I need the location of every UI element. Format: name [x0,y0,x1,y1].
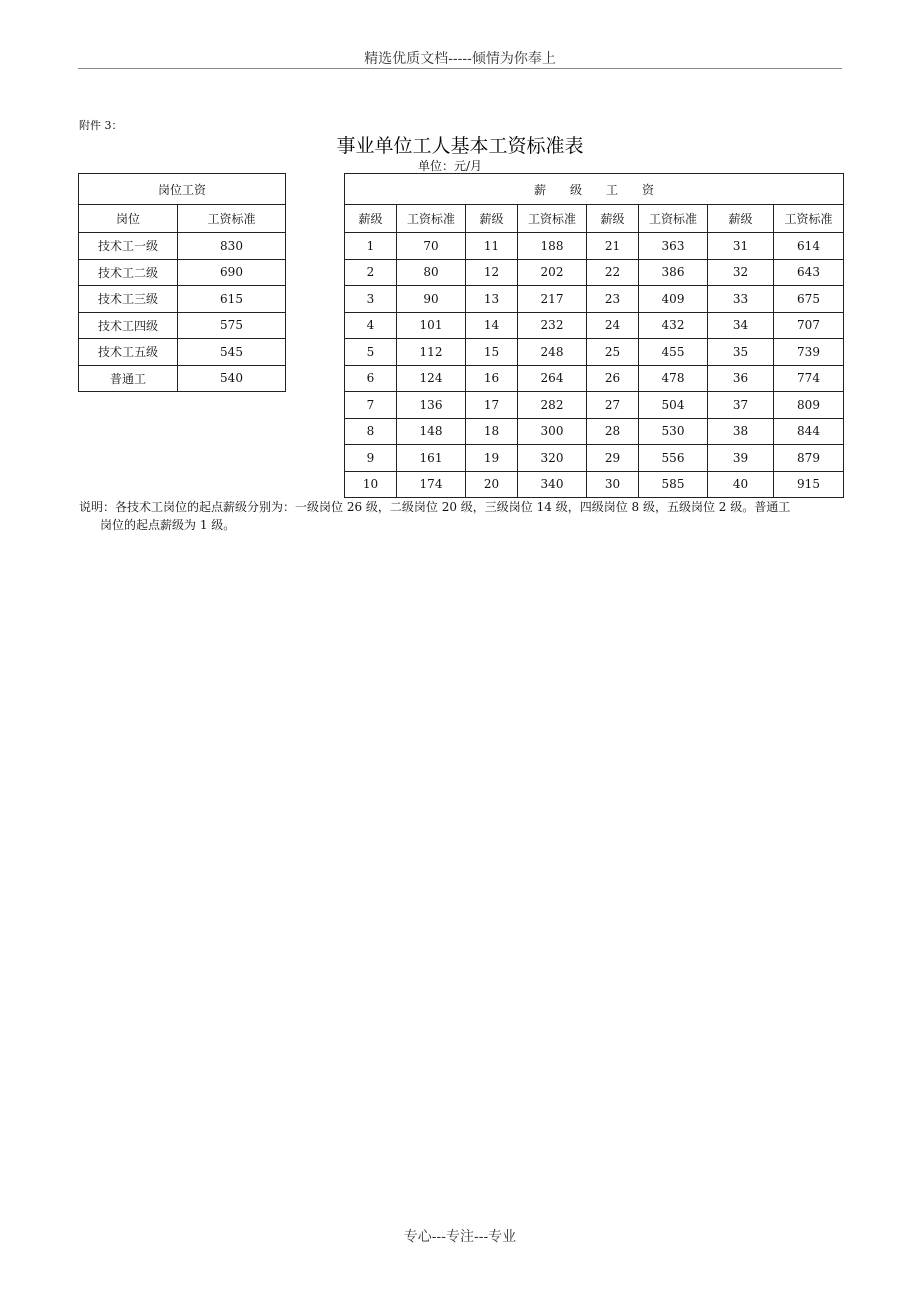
table-cell: 300 [518,418,587,445]
table-cell: 202 [518,259,587,286]
table-cell: 3 [345,286,397,313]
table-cell: 15 [466,339,518,366]
table-cell: 386 [639,259,708,286]
table-row [79,312,286,339]
table-row [345,286,844,313]
table-cell: 915 [774,471,844,498]
column-header: 工资标准 [397,205,466,233]
table-cell: 248 [518,339,587,366]
table-cell: 161 [397,445,466,472]
table-cell: 24 [587,312,639,339]
table-row [79,233,286,260]
table-cell: 530 [639,418,708,445]
column-header: 岗位 [79,205,178,233]
table-row [345,392,844,419]
table-cell: 556 [639,445,708,472]
table-cell: 23 [587,286,639,313]
table-cell: 30 [587,471,639,498]
table-cell: 504 [639,392,708,419]
explanatory-note [79,498,843,534]
table-cell: 27 [587,392,639,419]
table-row [79,365,286,392]
table-cell: 124 [397,365,466,392]
table-row [345,312,844,339]
table-cell: 25 [587,339,639,366]
grade-wage-table [344,173,844,498]
column-header: 工资标准 [774,205,844,233]
table-row [345,339,844,366]
attachment-label: 附件 3： [79,119,123,132]
page-footer: 专心---专注---专业 [403,1229,517,1245]
column-header: 薪级 [466,205,518,233]
table-cell: 844 [774,418,844,445]
table-cell: 70 [397,233,466,260]
table-cell: 363 [639,233,708,260]
table-cell: 26 [587,365,639,392]
table-cell: 455 [639,339,708,366]
table-row [345,259,844,286]
table-cell: 9 [345,445,397,472]
table-cell: 830 [178,233,286,260]
table-cell: 675 [774,286,844,313]
table-cell: 40 [708,471,774,498]
table-cell: 148 [397,418,466,445]
table-cell: 340 [518,471,587,498]
table-cell: 32 [708,259,774,286]
table-cell: 34 [708,312,774,339]
table-cell: 技术工一级 [79,233,178,260]
column-header: 薪级 [708,205,774,233]
table-row [345,445,844,472]
table-cell: 16 [466,365,518,392]
table-cell: 432 [639,312,708,339]
table-cell: 614 [774,233,844,260]
table-row [79,339,286,366]
post-table-title: 岗位工资 [79,174,286,205]
table-cell: 技术工四级 [79,312,178,339]
table-cell: 14 [466,312,518,339]
table-cell: 545 [178,339,286,366]
table-cell: 690 [178,259,286,286]
table-cell: 7 [345,392,397,419]
table-cell: 136 [397,392,466,419]
table-cell: 101 [397,312,466,339]
table-row [345,365,844,392]
table-cell: 35 [708,339,774,366]
table-cell: 20 [466,471,518,498]
table-cell: 39 [708,445,774,472]
table-cell: 1 [345,233,397,260]
column-header: 薪级 [345,205,397,233]
table-cell: 282 [518,392,587,419]
table-cell: 809 [774,392,844,419]
table-cell: 217 [518,286,587,313]
table-cell: 6 [345,365,397,392]
table-cell: 879 [774,445,844,472]
table-cell: 37 [708,392,774,419]
table-cell: 36 [708,365,774,392]
table-cell: 19 [466,445,518,472]
table-cell: 21 [587,233,639,260]
table-cell: 90 [397,286,466,313]
table-cell: 4 [345,312,397,339]
table-cell: 232 [518,312,587,339]
column-header: 工资标准 [639,205,708,233]
unit-label: 单位：元/月 [418,159,483,173]
table-cell: 5 [345,339,397,366]
table-cell: 13 [466,286,518,313]
table-cell: 2 [345,259,397,286]
table-cell: 11 [466,233,518,260]
table-cell: 29 [587,445,639,472]
table-row [79,286,286,313]
table-cell: 540 [178,365,286,392]
table-cell: 28 [587,418,639,445]
table-cell: 478 [639,365,708,392]
grade-table-title: 薪 级 工 资 [345,174,844,205]
table-cell: 575 [178,312,286,339]
table-cell: 615 [178,286,286,313]
page-header: 精选优质文档-----倾情为你奉上 [364,51,556,67]
table-cell: 707 [774,312,844,339]
table-cell: 264 [518,365,587,392]
table-cell: 普通工 [79,365,178,392]
table-row [345,471,844,498]
table-cell: 585 [639,471,708,498]
document-title: 事业单位工人基本工资标准表 [336,135,584,157]
table-cell: 17 [466,392,518,419]
table-cell: 174 [397,471,466,498]
column-header: 工资标准 [518,205,587,233]
column-header: 工资标准 [178,205,286,233]
table-cell: 22 [587,259,639,286]
table-cell: 18 [466,418,518,445]
table-cell: 31 [708,233,774,260]
table-cell: 38 [708,418,774,445]
header-divider [78,68,842,69]
table-cell: 33 [708,286,774,313]
table-row [79,259,286,286]
note-line-1: 说明：各技术工岗位的起点薪级分别为：一级岗位 26 级，二级岗位 20 级，三级岗位 14 级，四级岗位 8 级，五级岗位 2 级。普通工 [79,500,791,514]
table-cell: 8 [345,418,397,445]
post-wage-table [78,173,286,392]
note-line-2: 岗位的起点薪级为 1 级。 [100,518,236,532]
table-cell: 188 [518,233,587,260]
column-header: 薪级 [587,205,639,233]
table-cell: 320 [518,445,587,472]
table-row [345,233,844,260]
table-row [345,418,844,445]
table-cell: 112 [397,339,466,366]
table-cell: 技术工五级 [79,339,178,366]
table-cell: 643 [774,259,844,286]
table-cell: 739 [774,339,844,366]
table-cell: 技术工三级 [79,286,178,313]
table-cell: 409 [639,286,708,313]
table-cell: 774 [774,365,844,392]
table-cell: 12 [466,259,518,286]
table-cell: 10 [345,471,397,498]
table-cell: 技术工二级 [79,259,178,286]
table-cell: 80 [397,259,466,286]
